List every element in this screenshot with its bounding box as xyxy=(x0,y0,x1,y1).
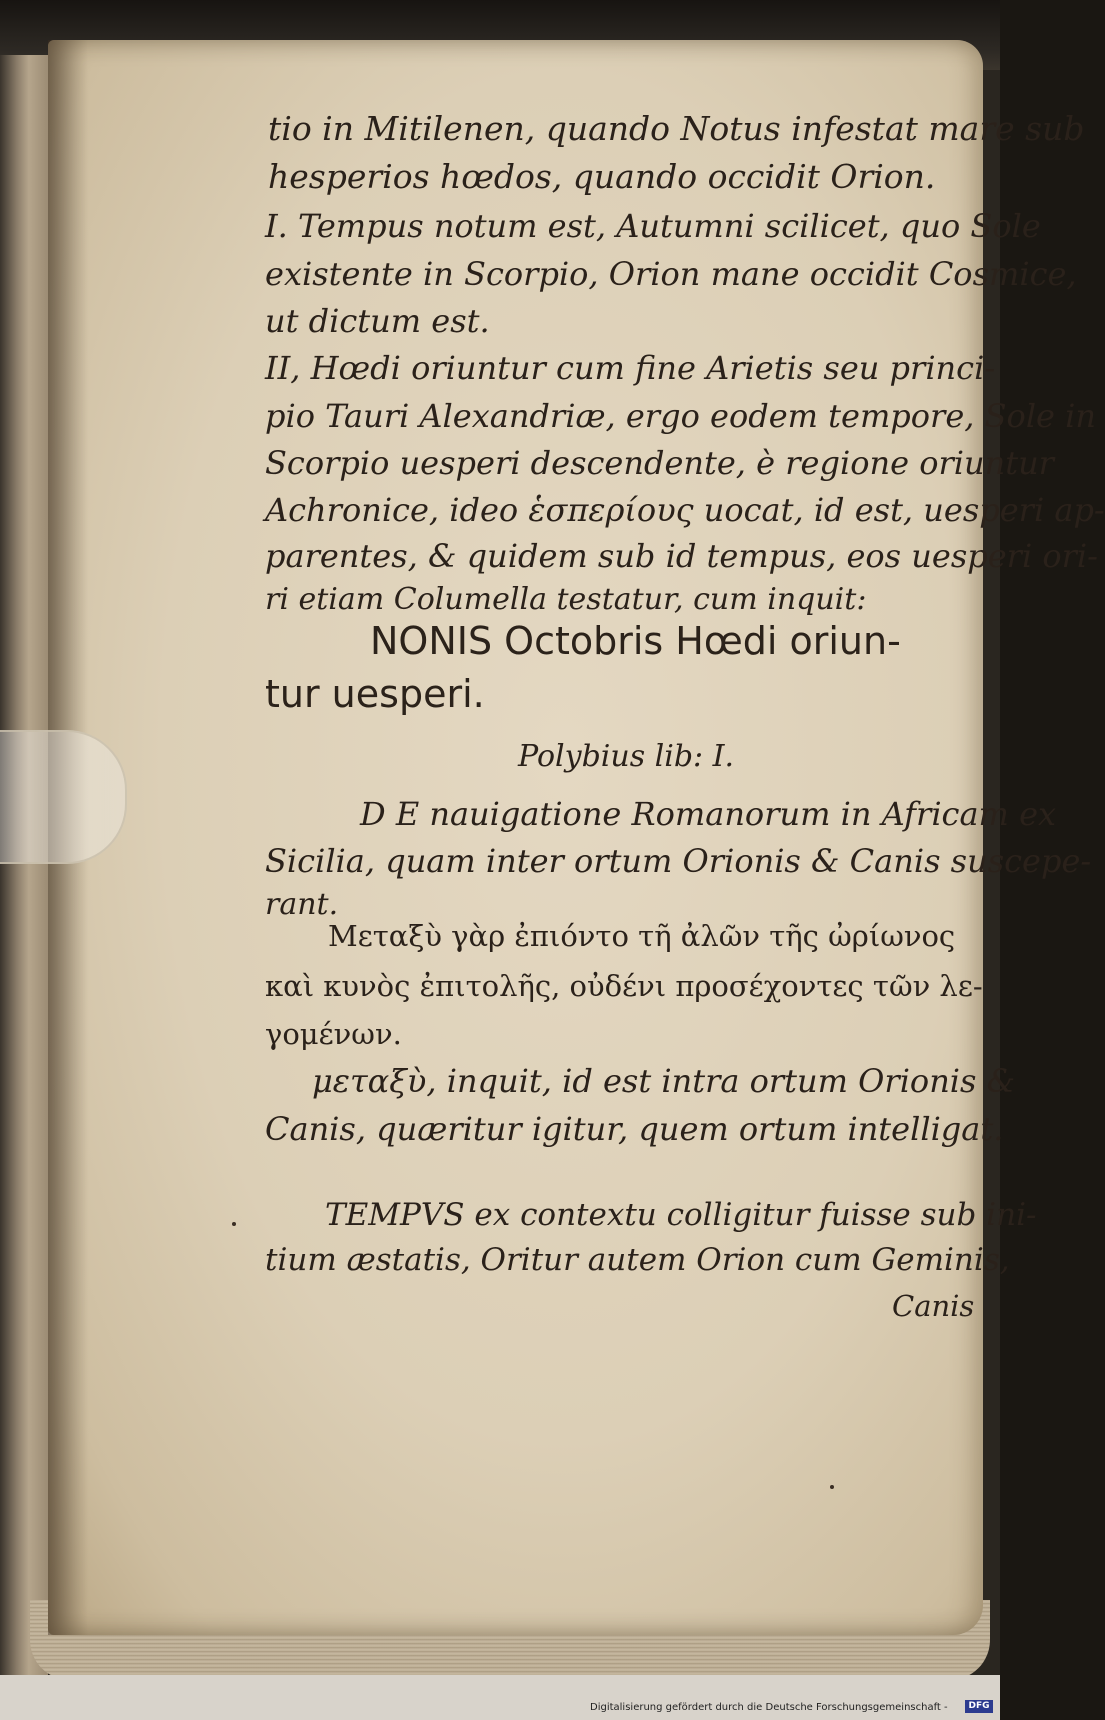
text-line: Sicilia, quam inter ortum Orionis & Canis suscepe- xyxy=(265,842,1092,880)
text-line: ut dictum est. xyxy=(265,302,490,340)
text-line: I. Tempus notum est, Autumni scilicet, quo Sole xyxy=(265,207,1041,245)
digitization-credit: Digitalisierung gefördert durch die Deutsche Forschungsgemeinschaft - xyxy=(590,1702,948,1713)
quote-line: NONIS Octobris Hœdi oriun- xyxy=(370,619,901,663)
greek-line: καὶ κυνὸς ἐπιτολῆς, οὐδένι προσέχοντες τῶν λε- xyxy=(265,969,983,1003)
text-line: tium æstatis, Oritur autem Orion cum Geminis, xyxy=(265,1242,1010,1278)
text-line: parentes, & quidem sub id tempus, eos uesperi ori- xyxy=(265,537,1098,575)
text-line: ri etiam Columella testatur, cum inquit: xyxy=(265,582,867,617)
greek-line: γομένων. xyxy=(265,1017,402,1051)
ink-speck xyxy=(830,1485,834,1489)
book-spine-edge xyxy=(0,55,48,1695)
text-line: rant. xyxy=(265,887,339,922)
text-line: II, Hœdi oriuntur cum fine Arietis seu princi- xyxy=(265,349,996,387)
text-line: TEMPVS ex contextu colligitur fuisse sub ini- xyxy=(325,1197,1037,1233)
text-line: D E nauigatione Romanorum in Africam ex xyxy=(360,795,1057,833)
text-line: Achronice, ideo ἑσπερίους uocat, id est, uesperi ap- xyxy=(265,491,1105,529)
footer-bar xyxy=(0,1675,1000,1720)
text-line: hesperios hœdos, quando occidit Orion. xyxy=(268,157,936,196)
text-line: pio Tauri Alexandriæ, ergo eodem tempore, Sole in xyxy=(265,397,1096,435)
greek-line: Μεταξὺ γὰρ ἐπιόντο τῆ ἀλῶν τῆς ὠρίωνος xyxy=(328,919,956,953)
quote-line: tur uesperi. xyxy=(265,672,485,716)
page-clip xyxy=(0,730,127,864)
text-line: existente in Scorpio, Orion mane occidit Cosmice, xyxy=(265,255,1077,293)
ink-speck xyxy=(232,1222,236,1226)
text-line: Scorpio uesperi descendente, è regione oriuntur xyxy=(265,444,1054,482)
dfg-logo-icon: DFG xyxy=(965,1700,993,1713)
text-line: tio in Mitilenen, quando Notus infestat mare sub xyxy=(268,109,1085,148)
catchword: Canis xyxy=(892,1289,975,1323)
section-heading: Polybius lib: I. xyxy=(518,739,735,774)
text-line: μεταξὺ, inquit, id est intra ortum Orionis & xyxy=(312,1062,1016,1100)
text-line: Canis, quæritur igitur, quem ortum intelligat. xyxy=(265,1110,1004,1148)
